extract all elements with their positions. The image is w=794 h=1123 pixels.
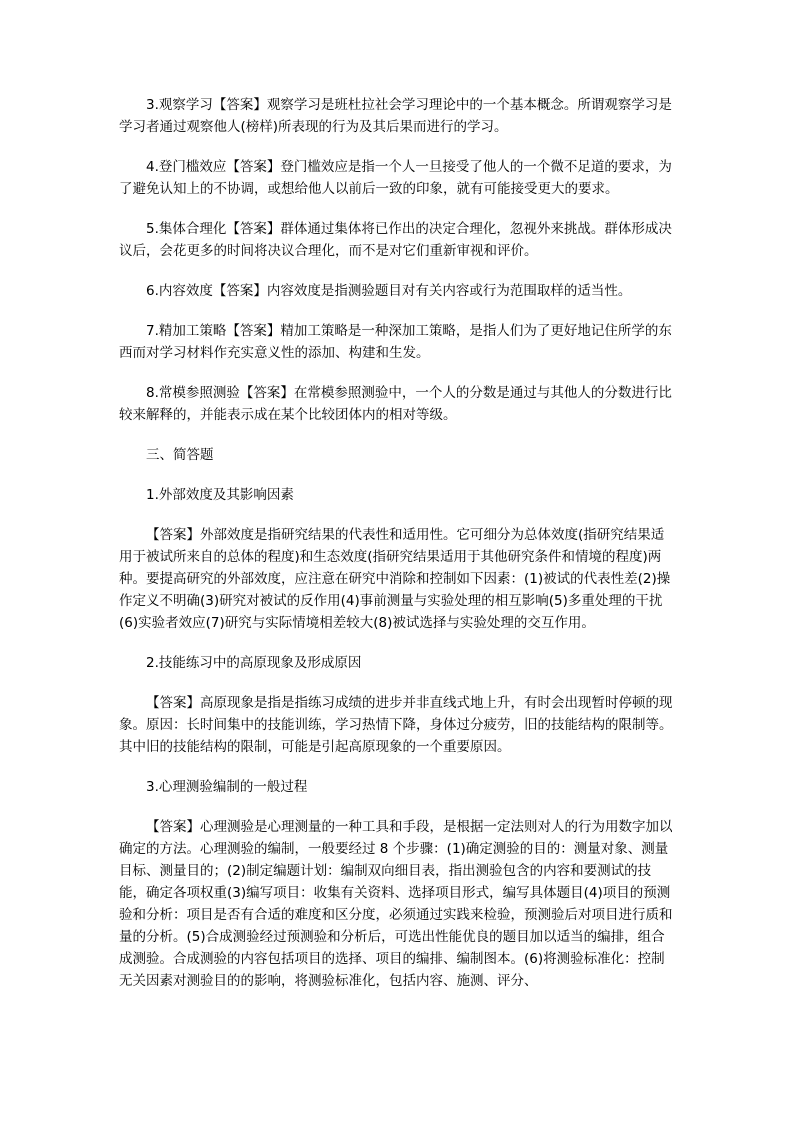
definition-content-validity: 6.内容效度【答案】内容效度是指测验题目对有关内容或行为范围取样的适当性。 — [146, 283, 632, 299]
document-page — [119, 94, 675, 992]
definition-observational-learning: 3.观察学习【答案】观察学习是班杜拉社会学习理论中的一个基本概念。所谓观察学习是学习者通过观察他人(榜样)所表现的行为及其后果而进行的学习。 — [119, 97, 672, 135]
section-title: 三、简答题 — [146, 447, 214, 463]
definition-foot-in-door-effect: 4.登门槛效应【答案】登门槛效应是指一个人一旦接受了他人的一个微不足道的要求，为了避免认知上的不协调，或想给他人以前后一致的印象，就有可能接受更大的要求。 — [119, 159, 672, 197]
question-title: 1.外部效度及其影响因素 — [146, 487, 294, 503]
question-answer: 【答案】心理测验是心理测量的一种工具和手段，是根据一定法则对人的行为用数字加以确定的方法。心理测验的编制，一般要经过 8 个步骤：(1)确定测验的目的：测量对象、测量目标、测量目的；(2)制定编题计划：编制双向细目表，指出测验包含的内容和要测试的技能，确定各项权重(3)编写项目：收集有关资料、选择项目形式，编写具体题目(4)项目的预测验和分析：项目是否有合适的难度和区分度，必须通过实践来检验，预测验后对项目进行质和量的分析。(5)合成测验经过预测验和分析后，可选出性能优良的题目加以适当的编排，组合成测验。合成测验的内容包括项目的选择、项目的编排、编制图本。(6)将测验标准化：控制无关因素对测验目的的影响，将测验标准化，包括内容、施测、评分、 — [119, 819, 673, 989]
question-title: 3.心理测验编制的一般过程 — [146, 779, 308, 795]
definition-norm-referenced-test: 8.常模参照测验【答案】在常模参照测验中，一个人的分数是通过与其他人的分数进行比较来解释的，并能表示成在某个比较团体内的相对等级。 — [119, 385, 672, 423]
definition-elaboration-strategy: 7.精加工策略【答案】精加工策略是一种深加工策略，是指人们为了更好地记住所学的东西而对学习材料作充实意义性的添加、构建和生发。 — [119, 323, 672, 361]
question-title: 2.技能练习中的高原现象及形成原因 — [146, 655, 362, 671]
question-answer: 【答案】高原现象是指是指练习成绩的进步并非直线式地上升，有时会出现暂时停顿的现象。原因：长时间集中的技能训练，学习热情下降，身体过分疲劳，旧的技能结构的限制等。其中旧的技能结构的限制，可能是引起高原现象的一个重要原因。 — [119, 695, 673, 755]
definition-group-rationalization: 5.集体合理化【答案】群体通过集体将已作出的决定合理化，忽视外来挑战。群体形成决议后，会花更多的时间将决议合理化，而不是对它们重新审视和评价。 — [119, 221, 672, 259]
question-answer: 【答案】外部效度是指研究结果的代表性和适用性。它可细分为总体效度(指研究结果适用于被试所来自的总体的程度)和生态效度(指研究结果适用于其他研究条件和情境的程度)两种。要提高研究的外部效度，应注意在研究中消除和控制如下因素：(1)被试的代表性差(2)操作定义不明确(3)研究对被试的反作用(4)事前测量与实验处理的相互影响(5)多重处理的干扰(6)实验者效应(7)研究与实际情境相差较大(8)被试选择与实验处理的交互作用。 — [119, 527, 671, 631]
